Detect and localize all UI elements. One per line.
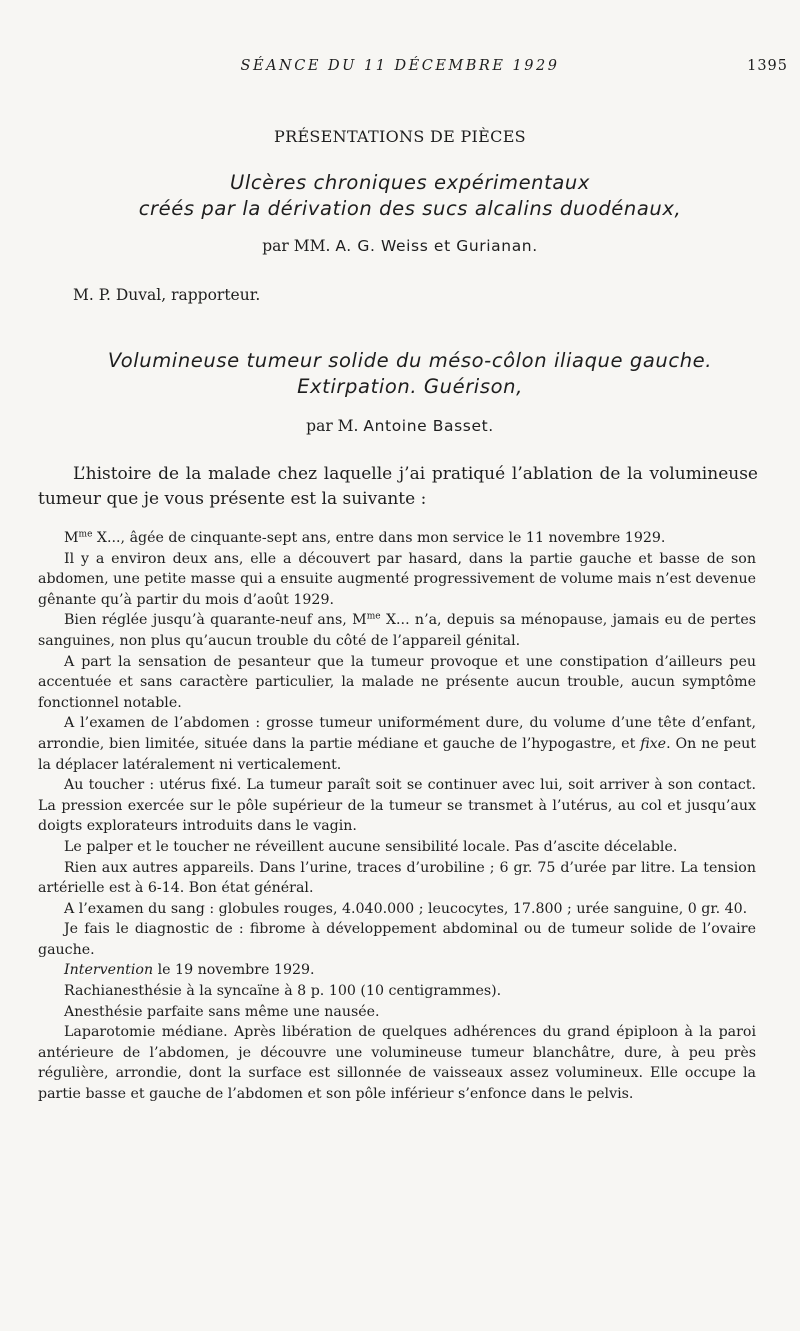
article1-byline <box>0 237 800 255</box>
article2-byline <box>0 417 800 435</box>
paragraph-blood-exam: A l’examen du sang : globules rouges, 4.040.000 ; leucocytes, 17.800 ; urée sanguine, 0 gr. 40. <box>64 900 748 917</box>
paragraph-other-systems: Rien aux autres appareils. Dans l’urine, traces d’urobiline ; 6 gr. 75 d’urée par litre. La tension artérielle est à 6-14. Bon état général. <box>38 859 756 897</box>
article2-by-prefix: par M. <box>306 417 359 435</box>
paragraph-admission: $M^{me}$ X..., âgée de cinquante-sept ans, entre dans mon service le 11 novembre 1929. <box>64 529 666 546</box>
article2-title-line2: Extirpation. Guérison, <box>297 375 523 398</box>
article1-by-prefix: par MM. <box>262 237 331 255</box>
paragraph-palper: Le palper et le toucher ne réveillent aucune sensibilité locale. Pas d’ascite décelable. <box>64 838 678 855</box>
running-title: SÉANCE DU 11 DÉCEMBRE 1929 <box>240 58 560 74</box>
page-number: 1395 <box>747 58 788 74</box>
paragraph-menopause: Bien réglée jusqu’à quarante-neuf ans, $M^{me}$ X... n’a, depuis sa ménopause, jamais eu de pertes sanguines, non plus qu’aucun trouble du côté de l’appareil génital. <box>38 611 756 649</box>
paragraph-anesthesia: Anesthésie parfaite sans même une nausée. <box>64 1003 380 1020</box>
paragraph-intervention: Intervention le 19 novembre 1929. <box>64 962 315 979</box>
paragraph-history: Il y a environ deux ans, elle a découvert par hasard, dans la partie gauche et basse de son abdomen, une petite masse qui a ensuite augmenté progressivement de volume mais n’est devenue gênante qu’à partir du mois d’août 1929. <box>38 550 756 608</box>
section-title: PRÉSENTATIONS DE PIÈCES <box>274 127 526 146</box>
intro-paragraph: L’histoire de la malade chez laquelle j’ai pratiqué l’ablation de la volumineuse tumeur que je vous présente est la suivante : <box>38 464 758 509</box>
paragraph-laparotomy: Laparotomie médiane. Après libération de quelques adhérences du grand épiploon à la paroi antérieure de l’abdomen, je découvre une volumineuse tumeur blanchâtre, dure, à peu près régulière, arrondie, dont la surface est sillonnée de vaisseaux assez volumineux. Elle occupe la partie basse et gauche de l’abdomen et son pôle inférieur s’enfonce dans le pelvis. <box>38 1024 756 1103</box>
paragraph-abdomen-exam: A l’examen de l’abdomen : grosse tumeur uniformément dure, du volume d’une tête d’enfant, arrondie, bien limitée, située dans la partie médiane et gauche de l’hypogastre, et fixe. On ne peut la déplacer latéralement ni verticalement. <box>38 715 756 773</box>
paragraph-symptoms: A part la sensation de pesanteur que la tumeur provoque et une constipation d’ailleurs peu accentuée et sans caractère particulier, la malade ne présente aucun trouble, aucun symptôme fonctionnel notable. <box>38 653 756 711</box>
article1-authors: A. G. Weiss et Gurianan. <box>335 237 538 255</box>
paragraph-toucher: Au toucher : utérus fixé. La tumeur paraît soit se continuer avec lui, soit arriver à son contact. La pression exercée sur le pôle supérieur de la tumeur se transmet à l’utérus, au col et jusqu’aux doigts explorateurs introduits dans le vagin. <box>38 777 756 835</box>
article2-title <box>60 348 760 400</box>
article1-title <box>60 170 760 222</box>
paragraph-diagnosis: Je fais le diagnostic de : fibrome à développement abdominal ou de tumeur solide de l’ovaire gauche. <box>38 921 756 958</box>
running-header <box>0 58 800 78</box>
article2-author: Antoine Basset. <box>363 417 494 435</box>
article2-title-line1: Volumineuse tumeur solide du méso-côlon iliaque gauche. <box>107 349 713 372</box>
case-report-body <box>38 528 756 1105</box>
article1-title-line1: Ulcères chroniques expérimentaux <box>229 171 591 194</box>
rapporteur-line: M. P. Duval, rapporteur. <box>73 286 261 304</box>
article1-title-line2: créés par la dérivation des sucs alcalins duodénaux, <box>138 197 682 220</box>
paragraph-rachianesthesia: Rachianesthésie à la syncaïne à 8 p. 100 (10 centigrammes). <box>64 983 502 1000</box>
